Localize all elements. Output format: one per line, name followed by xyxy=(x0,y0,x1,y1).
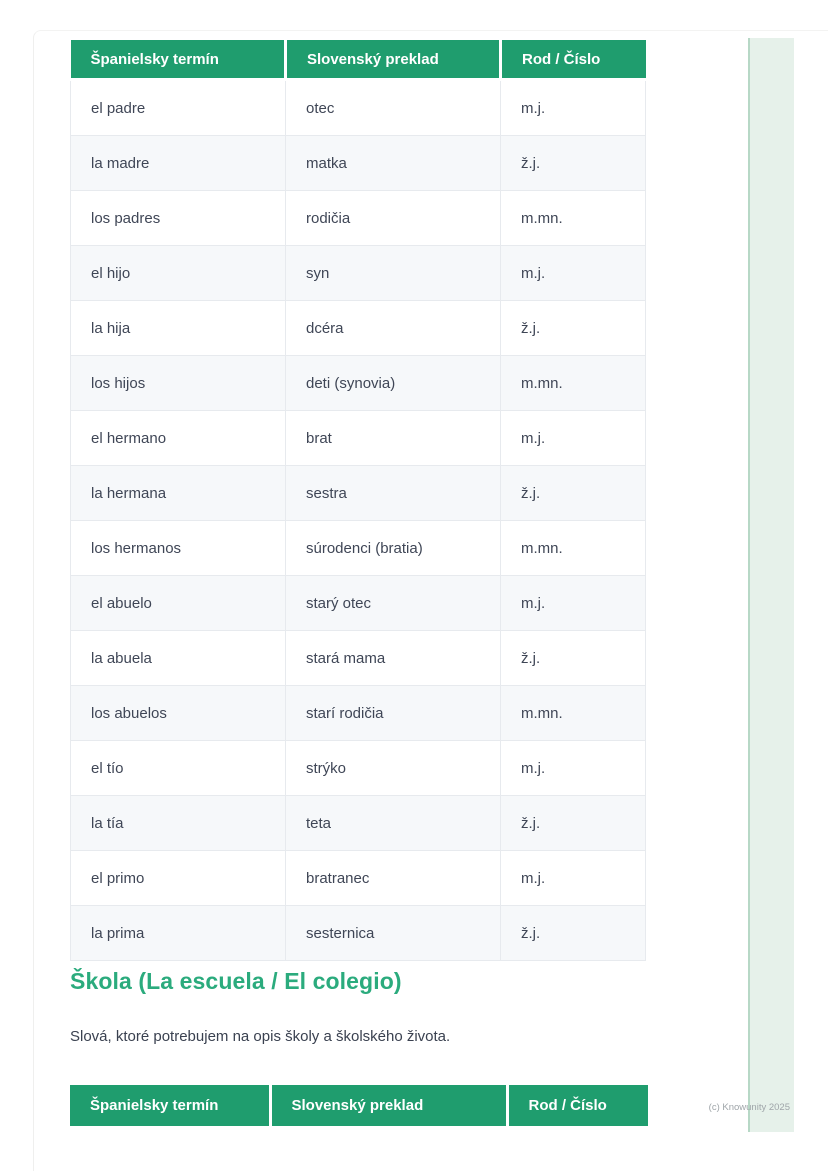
table-row xyxy=(71,906,646,961)
table-row xyxy=(71,246,646,301)
cell-spanish-term: la prima xyxy=(71,906,286,961)
header-spanish-term: Španielsky termín xyxy=(70,1085,270,1126)
cell-slovak-translation: brat xyxy=(286,411,501,466)
cell-slovak-translation: teta xyxy=(286,796,501,851)
cell-slovak-translation: sestra xyxy=(286,466,501,521)
cell-spanish-term: el hijo xyxy=(71,246,286,301)
header-gender-number: Rod / Číslo xyxy=(501,40,646,80)
family-table-header xyxy=(71,40,646,80)
table-row xyxy=(71,356,646,411)
section-title-school: Škola (La escuela / El colegio) xyxy=(70,968,402,994)
cell-spanish-term: los hermanos xyxy=(71,521,286,576)
cell-slovak-translation: starí rodičia xyxy=(286,686,501,741)
cell-gender-number: m.mn. xyxy=(501,686,646,741)
table-row xyxy=(71,521,646,576)
cell-slovak-translation: matka xyxy=(286,136,501,191)
header-slovak-translation: Slovenský preklad xyxy=(286,40,501,80)
cell-slovak-translation: otec xyxy=(286,80,501,136)
section-description: Slová, ktoré potrebujem na opis školy a školského života. xyxy=(70,1028,451,1045)
table-row xyxy=(71,466,646,521)
table-row xyxy=(71,631,646,686)
cell-gender-number: m.mn. xyxy=(501,356,646,411)
cell-spanish-term: los padres xyxy=(71,191,286,246)
table-row xyxy=(71,796,646,851)
cell-spanish-term: el tío xyxy=(71,741,286,796)
cell-gender-number: m.j. xyxy=(501,576,646,631)
cell-spanish-term: los hijos xyxy=(71,356,286,411)
header-row xyxy=(71,40,646,80)
cell-spanish-term: el padre xyxy=(71,80,286,136)
cell-spanish-term: la tía xyxy=(71,796,286,851)
table-row xyxy=(71,411,646,466)
cell-spanish-term: el primo xyxy=(71,851,286,906)
cell-gender-number: ž.j. xyxy=(501,906,646,961)
cell-gender-number: m.mn. xyxy=(501,521,646,576)
decorative-side-stripe xyxy=(748,38,794,1132)
table-row xyxy=(71,191,646,246)
cell-gender-number: m.j. xyxy=(501,80,646,136)
cell-spanish-term: el abuelo xyxy=(71,576,286,631)
cell-slovak-translation: rodičia xyxy=(286,191,501,246)
table-row xyxy=(71,80,646,136)
cell-spanish-term: el hermano xyxy=(71,411,286,466)
cell-slovak-translation: deti (synovia) xyxy=(286,356,501,411)
table-row xyxy=(71,136,646,191)
cell-slovak-translation: bratranec xyxy=(286,851,501,906)
cell-gender-number: m.j. xyxy=(501,741,646,796)
cell-gender-number: ž.j. xyxy=(501,301,646,356)
cell-gender-number: ž.j. xyxy=(501,466,646,521)
cell-slovak-translation: starý otec xyxy=(286,576,501,631)
table-row xyxy=(71,301,646,356)
table-row xyxy=(71,851,646,906)
cell-gender-number: m.j. xyxy=(501,851,646,906)
table-row xyxy=(71,741,646,796)
table-row xyxy=(71,686,646,741)
school-table-header xyxy=(70,1085,648,1126)
cell-gender-number: ž.j. xyxy=(501,136,646,191)
cell-gender-number: m.mn. xyxy=(501,191,646,246)
cell-gender-number: m.j. xyxy=(501,411,646,466)
cell-slovak-translation: sesternica xyxy=(286,906,501,961)
cell-slovak-translation: strýko xyxy=(286,741,501,796)
cell-slovak-translation: syn xyxy=(286,246,501,301)
header-spanish-term: Španielsky termín xyxy=(71,40,286,80)
cell-slovak-translation: dcéra xyxy=(286,301,501,356)
school-vocabulary-table xyxy=(70,1085,648,1126)
cell-spanish-term: la hija xyxy=(71,301,286,356)
cell-spanish-term: los abuelos xyxy=(71,686,286,741)
header-gender-number: Rod / Číslo xyxy=(507,1085,648,1126)
header-slovak-translation: Slovenský preklad xyxy=(270,1085,507,1126)
cell-spanish-term: la abuela xyxy=(71,631,286,686)
cell-slovak-translation: stará mama xyxy=(286,631,501,686)
table-row xyxy=(71,576,646,631)
family-table-body xyxy=(71,80,646,961)
cell-gender-number: ž.j. xyxy=(501,631,646,686)
cell-gender-number: ž.j. xyxy=(501,796,646,851)
cell-spanish-term: la hermana xyxy=(71,466,286,521)
family-vocabulary-table xyxy=(70,40,646,961)
copyright-note: (c) Knowunity 2025 xyxy=(708,1102,790,1113)
header-row xyxy=(70,1085,648,1126)
cell-spanish-term: la madre xyxy=(71,136,286,191)
cell-slovak-translation: súrodenci (bratia) xyxy=(286,521,501,576)
cell-gender-number: m.j. xyxy=(501,246,646,301)
